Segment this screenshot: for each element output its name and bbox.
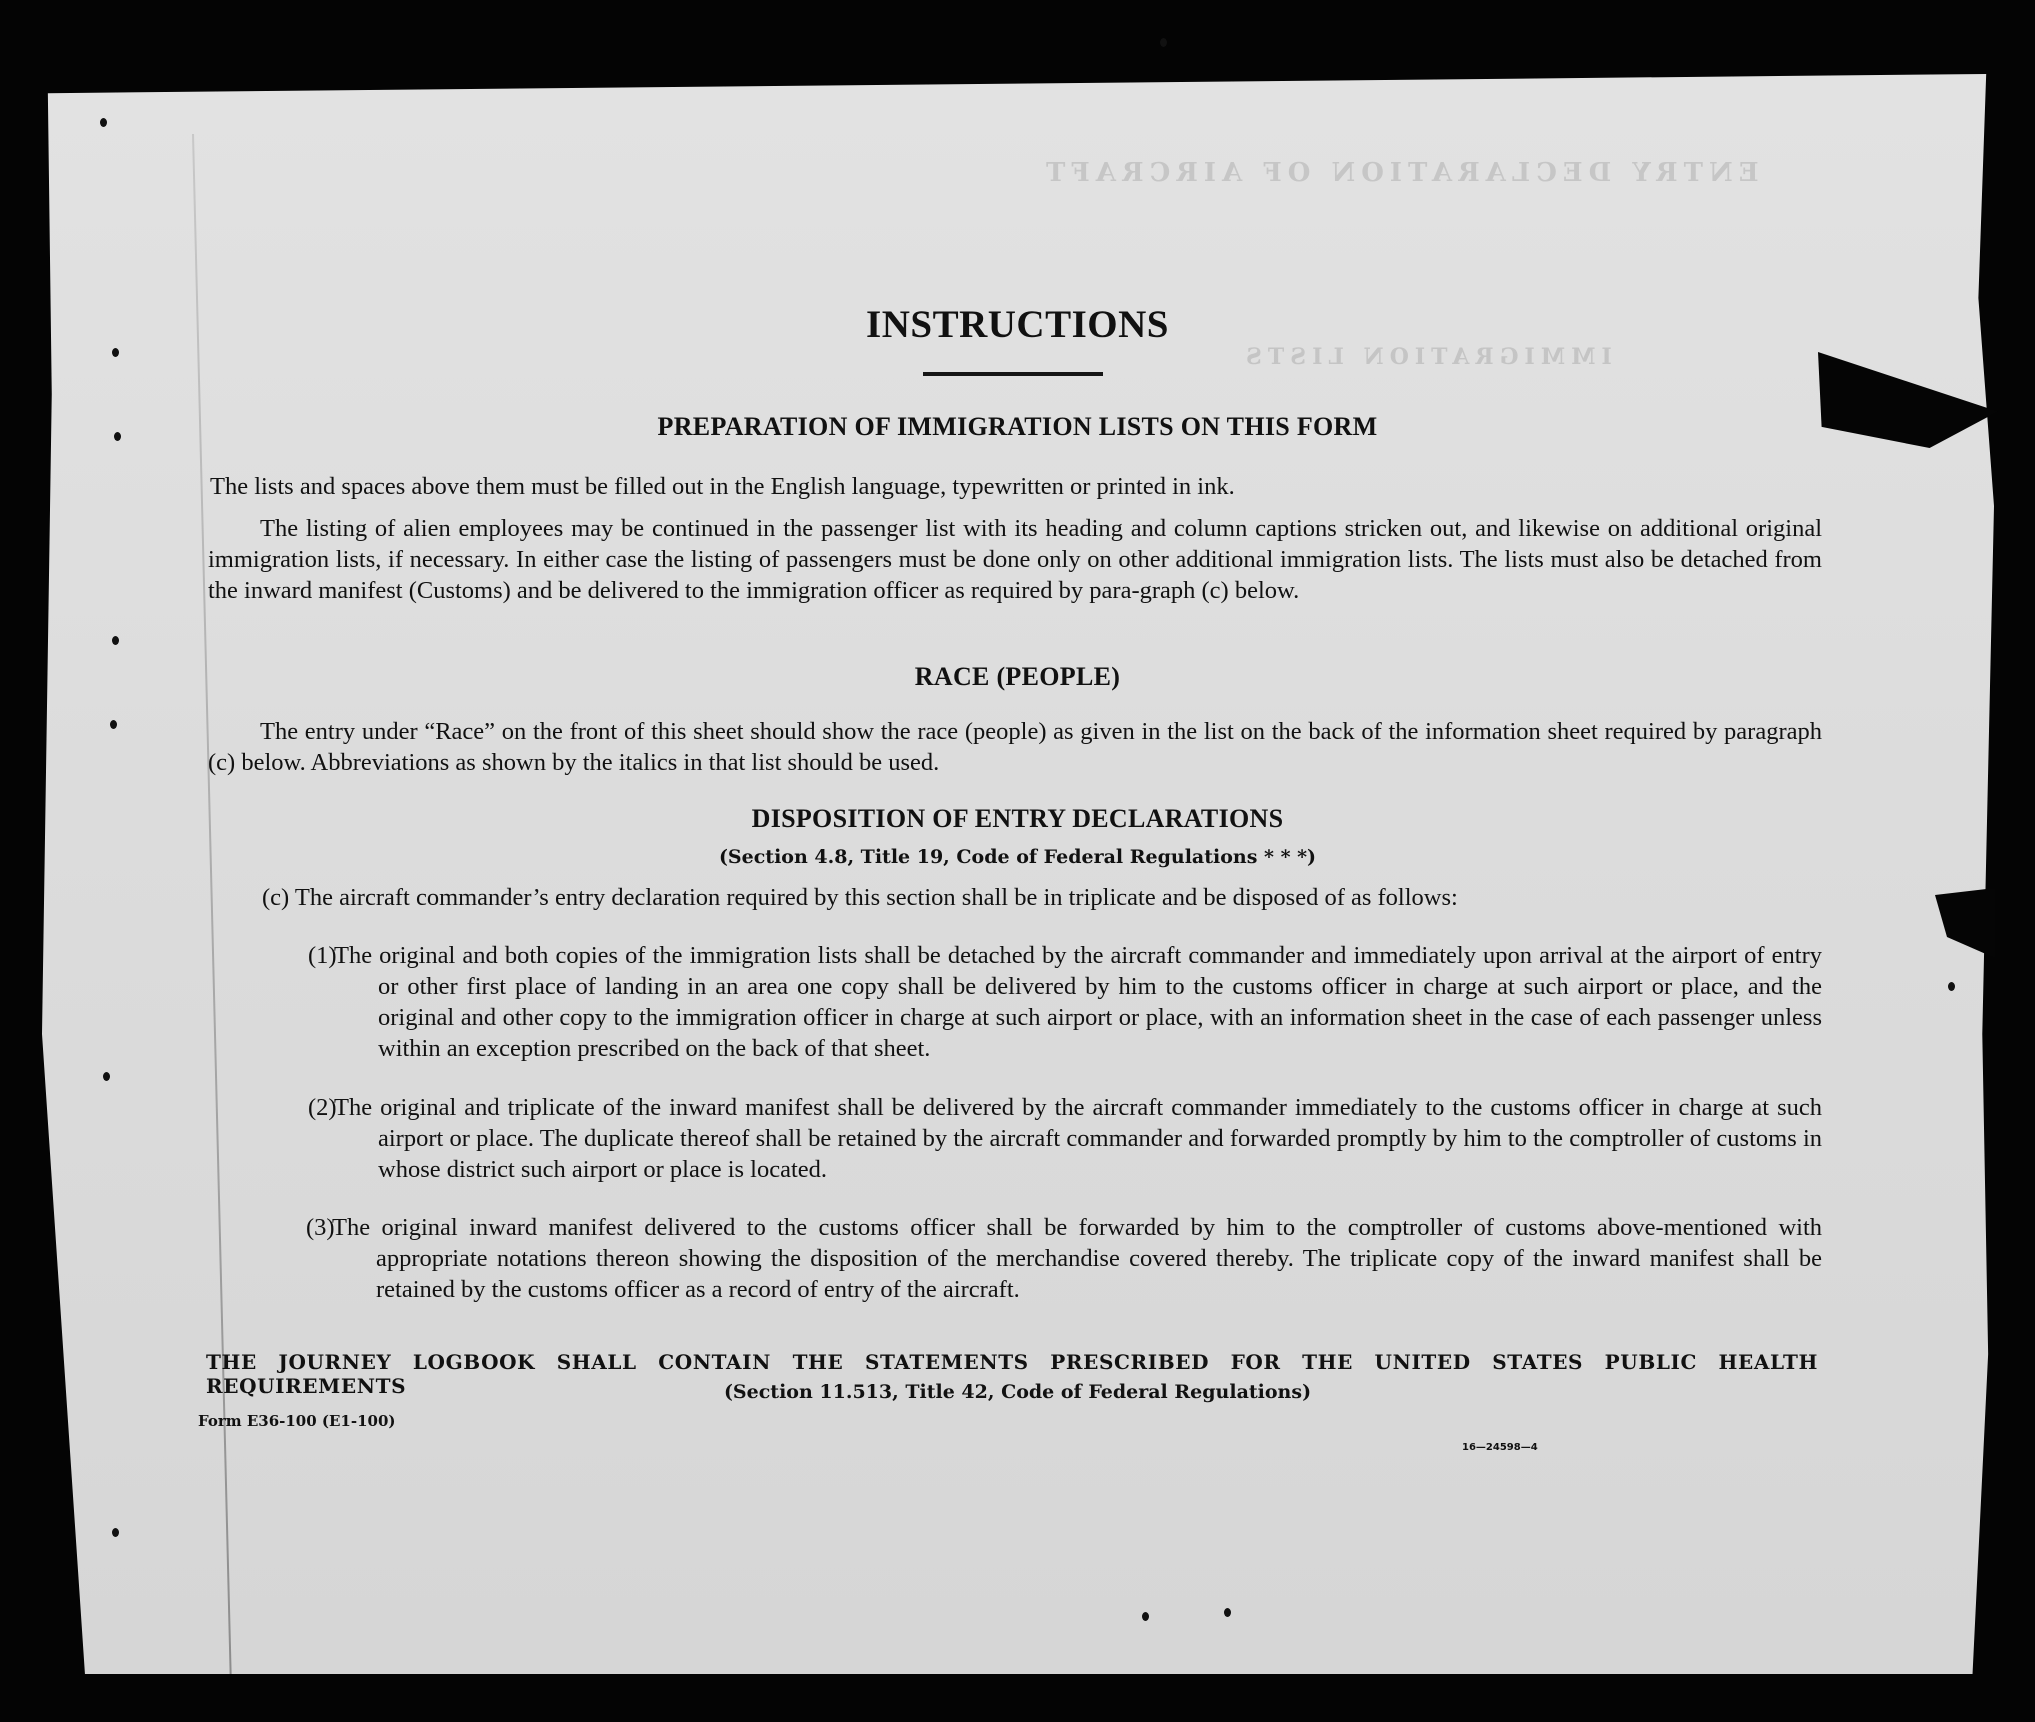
- heading-disposition: DISPOSITION OF ENTRY DECLARATIONS: [751, 804, 1284, 833]
- race-paragraph: [208, 716, 1822, 778]
- preparation-paragraph-1: [210, 471, 1822, 502]
- preparation-paragraph-2: [208, 513, 1822, 606]
- disposition-item-2: [308, 1092, 1822, 1185]
- logbook-statement: THE JOURNEY LOGBOOK SHALL CONTAIN THE STATEMENTS PRESCRIBED FOR THE UNITED STATES PUBLIC HEALTH REQUIREMENTS: [206, 1350, 1818, 1398]
- title-underline: [923, 372, 1103, 376]
- ghost-text-line-1: ENTRY DECLARATION OF AIRCRAFT: [1040, 158, 1759, 188]
- item-text: The original and both copies of the immigration lists shall be detached by the aircraft commander and immediately upon arrival at the airport of entry or other first place of landing in an area one copy shall be delivered by him to the customs officer in charge at such airport or place, and the original and other copy to the immigration officer in charge at such airport or place, with an information sheet in the case of each passenger unless within an exception prescribed on the back of that sheet.: [334, 942, 1822, 1062]
- item-number: (3): [306, 1214, 335, 1241]
- heading-preparation: PREPARATION OF IMMIGRATION LISTS ON THIS FORM: [657, 412, 1378, 441]
- ghost-text-line-2: IMMIGRATION LISTS: [1240, 344, 1612, 370]
- disposition-intro-text: The aircraft commander’s entry declaration required by this section shall be in triplicate and be disposed of as follows:: [294, 884, 1458, 911]
- disposition-intro-label: (c): [262, 884, 290, 911]
- print-code: 16—24598—4: [1462, 1442, 1538, 1453]
- item-number: (2): [308, 1094, 337, 1121]
- disposition-item-1: [308, 940, 1822, 1064]
- item-text: The original and triplicate of the inward manifest shall be delivered by the aircraft commander immediately to the customs officer in charge at such airport or place. The duplicate thereof shall be retained by the aircraft commander and forwarded promptly by him to the comptroller of customs in whose district such airport or place is located.: [334, 1094, 1822, 1183]
- item-text: The original inward manifest delivered to the customs officer shall be forwarded by him to the comptroller of customs above-mentioned with appropriate notations thereon showing the disposition of the merchandise covered thereby. The triplicate copy of the inward manifest shall be retained by the customs officer as a record of entry of the aircraft.: [332, 1214, 1822, 1303]
- preparation-paragraph-1-text: The lists and spaces above them must be filled out in the English language, typewritten or printed in ink.: [210, 473, 1235, 500]
- page-title: INSTRUCTIONS: [866, 303, 1169, 346]
- disposition-citation: (Section 4.8, Title 19, Code of Federal Regulations * * *): [718, 846, 1317, 868]
- race-paragraph-text: The entry under “Race” on the front of this sheet should show the race (people) as given in the list on the back of the information sheet required by paragraph (c) below. Abbreviations as shown by the italics in that list should be used.: [208, 718, 1822, 776]
- disposition-item-3: [306, 1212, 1822, 1305]
- logbook-citation: (Section 11.513, Title 42, Code of Federal Regulations): [723, 1381, 1312, 1403]
- disposition-intro: [262, 882, 1822, 913]
- preparation-paragraph-2-text: The listing of alien employees may be continued in the passenger list with its heading and column captions stricken out, and likewise on additional original immigration lists, if necessary. In either case the listing of passengers must be done only on other additional immigration lists. The lists must also be detached from the inward manifest (Customs) and be delivered to the immigration officer as required by para-graph (c) below.: [208, 515, 1822, 604]
- item-number: (1): [308, 942, 337, 969]
- form-number: Form E36-100 (E1-100): [198, 1412, 396, 1430]
- heading-race: RACE (PEOPLE): [914, 662, 1121, 691]
